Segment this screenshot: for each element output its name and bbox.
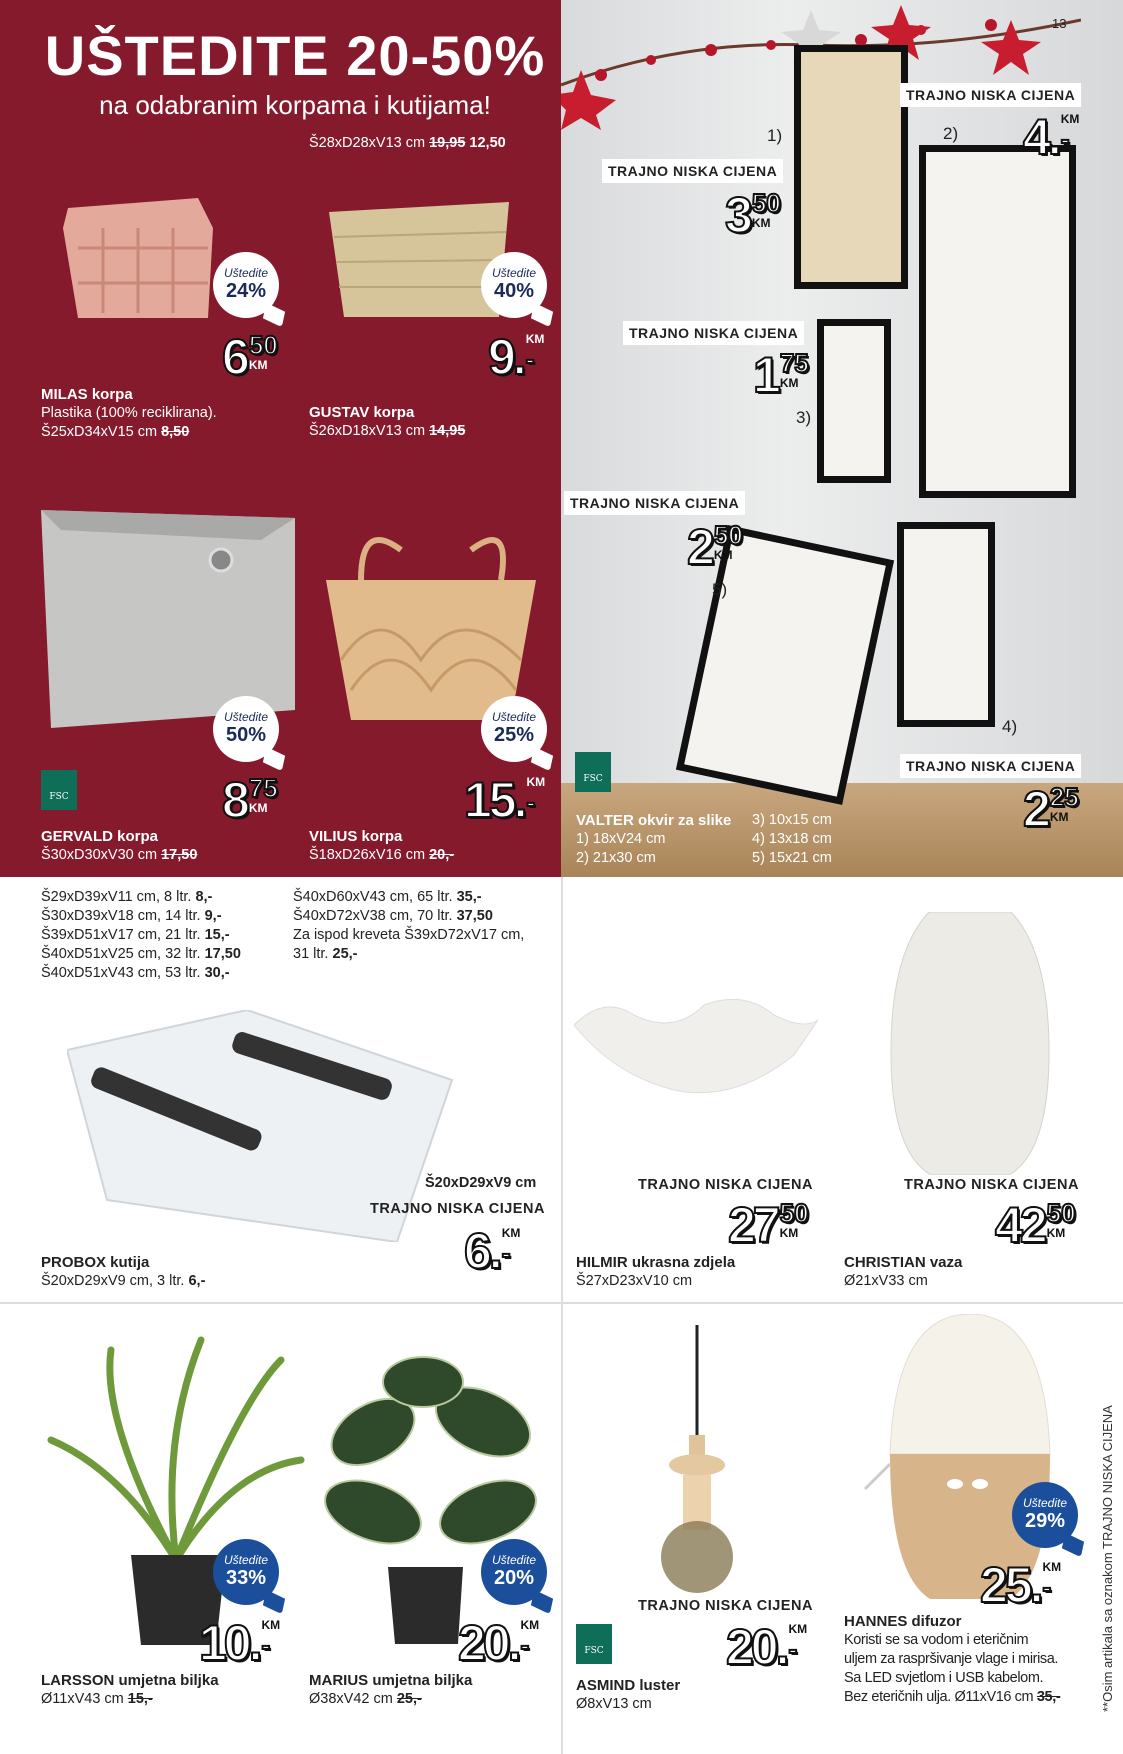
savings-bubble: Uštedite 24%: [213, 252, 279, 318]
product-info-asmind: ASMIND luster Ø8xV13 cm: [576, 1677, 681, 1712]
frame-3: [817, 319, 891, 483]
fsc-logo: FSC: [576, 1624, 612, 1664]
low-price-tag: TRAJNO NISKA CIJENA: [904, 1177, 1079, 1193]
low-price-tag: TRAJNO NISKA CIJENA: [602, 159, 783, 183]
probox-variants-right: Š40xD60xV43 cm, 65 ltr. 35,- Š40xD72xV38 cm, 70 ltr. 37,50 Za ispod kreveta Š39xD72xV17 cm, 31 ltr. 25,-: [293, 889, 525, 962]
price: 42 50 KM: [995, 1197, 1076, 1253]
savings-bubble: Uštedite 40%: [481, 252, 547, 318]
probox-size-callout: Š20xD29xV9 cm: [425, 1175, 537, 1191]
divider: [0, 1302, 1123, 1304]
product-info-marius: MARIUS umjetna biljka Ø38xV42 cm 25,-: [309, 1672, 473, 1707]
price: 20. KM -: [458, 1615, 540, 1671]
frame-label: 5): [712, 580, 728, 599]
price: 9. KM -: [488, 329, 545, 385]
product-info-hannes: HANNES difuzor Koristi se sa vodom i eteričnim uljem za raspršivanje vlage i mirisa. Sa LED svjetlom i USB kabelom. Bez eteričnih ulja. Ø11xV16 cm 35,-: [844, 1613, 1061, 1705]
price: 20. KM -: [726, 1619, 808, 1675]
page-number: 13: [1052, 16, 1067, 31]
low-price-tag: TRAJNO NISKA CIJENA: [900, 754, 1081, 778]
price: 10. KM -: [199, 1615, 281, 1671]
product-info-milas: MILAS korpa Plastika (100% reciklirana). Š25xD34xV15 cm 8,50: [41, 386, 217, 440]
price: 27 50 KM: [728, 1197, 809, 1253]
gervald-box-image: [41, 500, 295, 728]
frame-label: 1): [767, 126, 783, 145]
fsc-logo: FSC: [41, 770, 77, 810]
low-price-tag: TRAJNO NISKA CIJENA: [638, 1177, 813, 1193]
page-subtitle: na odabranim korpama i kutijama!: [99, 90, 491, 120]
page-title: UŠTEDITE 20-50%: [44, 24, 546, 87]
product-info-probox: PROBOX kutija Š20xD29xV9 cm, 3 ltr. 6,-: [41, 1254, 206, 1289]
price: 1 75 KM: [753, 347, 809, 403]
price: 2 50 KM: [687, 519, 743, 575]
product-info-gervald: GERVALD korpa Š30xD30xV30 cm 17,50: [41, 828, 198, 863]
extra-offer: Š28xD28xV13 cm 19,95 12,50: [309, 135, 506, 151]
christian-vase-image: [889, 912, 1051, 1175]
valter-sizes: 3) 10x15 cm 4) 13x18 cm 5) 15x21 cm: [752, 812, 832, 866]
footnote: **Osim artikala sa oznakom TRAJNO NISKA CIJENA: [1100, 1405, 1115, 1712]
product-info-christian: CHRISTIAN vaza Ø21xV33 cm: [844, 1254, 963, 1289]
frame-label: 2): [943, 124, 959, 143]
savings-bubble: Uštedite 29%: [1012, 1482, 1078, 1548]
product-info-vilius: VILIUS korpa Š18xD26xV16 cm 20,-: [309, 828, 455, 863]
asmind-lamp-image: [657, 1325, 737, 1595]
fsc-logo: FSC: [575, 752, 611, 792]
milas-basket-image: [58, 188, 218, 324]
product-info-gustav: GUSTAV korpa Š26xD18xV13 cm 14,95: [309, 404, 466, 439]
low-price-tag: TRAJNO NISKA CIJENA: [900, 83, 1081, 107]
frame-4: [897, 522, 995, 727]
price: 2 25 KM: [1023, 781, 1079, 837]
product-info-hilmir: HILMIR ukrasna zdjela Š27xD23xV10 cm: [576, 1254, 736, 1289]
low-price-tag: TRAJNO NISKA CIJENA: [638, 1598, 813, 1614]
savings-bubble: Uštedite 33%: [213, 1539, 279, 1605]
probox-variants-left: Š29xD39xV11 cm, 8 ltr. 8,- Š30xD39xV18 cm, 14 ltr. 9,- Š39xD51xV17 cm, 21 ltr. 15,- Š40xD51xV25 cm, 32 ltr. 17,50 Š40xD51xV43 cm, 53 ltr. 30,-: [41, 889, 241, 981]
frame-2: [919, 145, 1076, 498]
divider: [561, 877, 563, 1754]
price: 4. KM -: [1023, 109, 1080, 165]
price: 15. KM -: [464, 772, 546, 828]
hilmir-bowl-image: [574, 995, 818, 1103]
savings-bubble: Uštedite 50%: [213, 696, 279, 762]
frame-1: [794, 45, 908, 289]
low-price-tag: TRAJNO NISKA CIJENA: [564, 491, 745, 515]
price: 3 50 KM: [725, 187, 781, 243]
low-price-tag: TRAJNO NISKA CIJENA: [623, 321, 804, 345]
frame-label: 4): [1002, 717, 1018, 736]
price: 25. KM -: [980, 1557, 1062, 1613]
savings-bubble: Uštedite 20%: [481, 1539, 547, 1605]
price: 6 50 KM: [222, 329, 278, 385]
price: 6. KM -: [464, 1223, 521, 1279]
frame-label: 3): [796, 408, 812, 427]
product-info-larsson: LARSSON umjetna biljka Ø11xV43 cm 15,-: [41, 1672, 219, 1707]
low-price-tag: TRAJNO NISKA CIJENA: [370, 1201, 545, 1217]
savings-bubble: Uštedite 25%: [481, 696, 547, 762]
product-info-valter: VALTER okvir za slike 1) 18xV24 cm 2) 21x30 cm: [576, 812, 732, 866]
price: 8 75 KM: [222, 772, 278, 828]
